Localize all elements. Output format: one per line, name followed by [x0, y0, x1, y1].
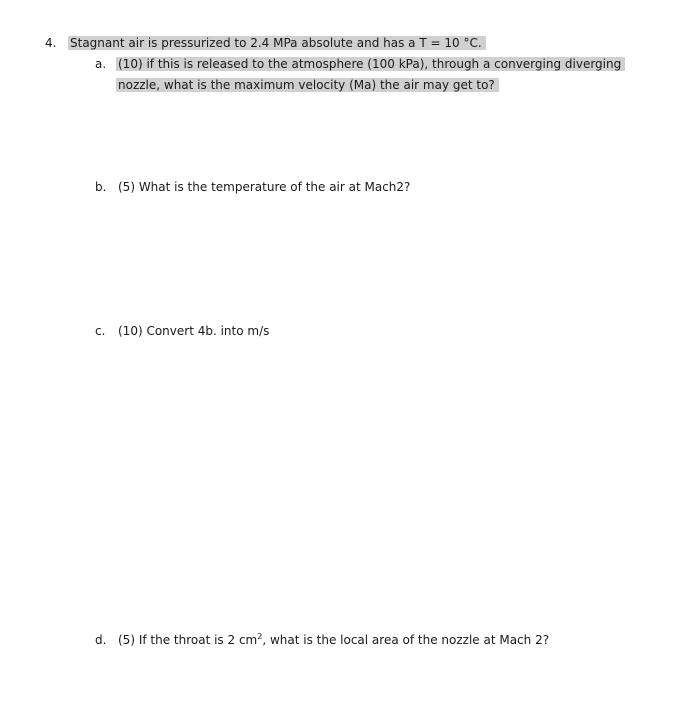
part-c-letter: c. — [95, 324, 106, 338]
part-d-superscript: 2 — [257, 632, 263, 641]
part-a-text-line1: (10) if this is released to the atmosphere (100 kPa), through a converging diverging — [116, 57, 625, 71]
part-b-text: (5) What is the temperature of the air at Mach2? — [118, 180, 411, 194]
part-b-letter: b. — [95, 180, 107, 194]
question-stem: Stagnant air is pressurized to 2.4 MPa absolute and has a T = 10 °C. — [68, 36, 486, 50]
part-d-line — [118, 630, 549, 650]
part-d-text-before: (5) If the throat is 2 cm — [118, 633, 258, 647]
question-stem-line — [70, 33, 486, 53]
part-a-letter: a. — [95, 57, 107, 71]
question-number: 4. — [45, 36, 57, 50]
part-a-line-1 — [118, 54, 625, 74]
part-d-text-after: , what is the local area of the nozzle at Mach 2? — [262, 633, 550, 647]
part-a-line-2 — [118, 75, 499, 95]
part-d-letter: d. — [95, 633, 107, 647]
part-a-text-line2: nozzle, what is the maximum velocity (Ma) the air may get to? — [116, 78, 499, 92]
part-c-text: (10) Convert 4b. into m/s — [118, 324, 270, 338]
